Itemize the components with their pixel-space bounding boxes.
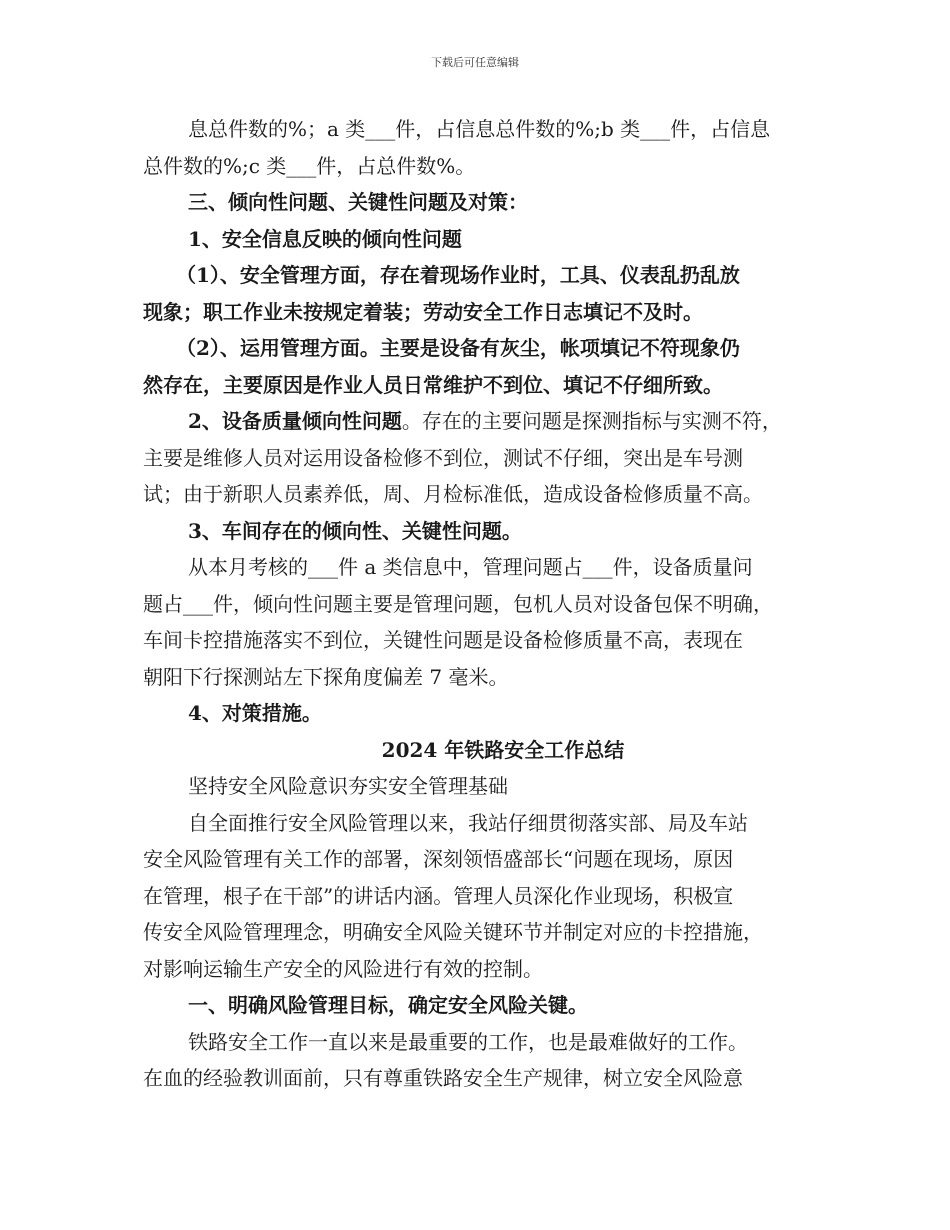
paragraph-line: 在血的经验教训面前，只有尊重铁路安全生产规律，树立安全风险意 bbox=[143, 1066, 743, 1090]
section-heading: 三、倾向性问题、关键性问题及对策： bbox=[188, 190, 528, 214]
list-item-line: 现象；职工作业未按规定着装；劳动安全工作日志填记不及时。 bbox=[143, 299, 703, 324]
paragraph-line bbox=[143, 403, 823, 440]
document-subtitle: 坚持安全风险意识夯实安全管理基础 bbox=[188, 774, 508, 798]
subsection-heading: 4、对策措施。 bbox=[188, 701, 322, 725]
paragraph-line: 朝阳下行探测站左下探角度偏差 7 毫米。 bbox=[143, 664, 509, 689]
paragraph-line: 车间卡控措施落实不到位，关键性问题是设备检修质量不高，表现在 bbox=[143, 628, 743, 652]
list-item-line: 然存在，主要原因是作业人员日常维护不到位、填记不仔细所致。 bbox=[143, 372, 723, 397]
paragraph-line: 对影响运输生产安全的风险进行有效的控制。 bbox=[143, 956, 543, 981]
inline-text: 。存在的主要问题是探测指标与实测不符， bbox=[401, 409, 782, 433]
paragraph-line: 自全面推行安全风险管理以来，我站仔细贯彻落实部、局及车站 bbox=[188, 810, 748, 835]
section-heading: 一、明确风险管理目标，确定安全风险关键。 bbox=[188, 993, 588, 1017]
paragraph-line: 在管理，根子在干部”的讲话内涵。管理人员深化作业现场，积极宣 bbox=[143, 883, 734, 908]
inline-heading: 2、设备质量倾向性问题 bbox=[188, 409, 402, 433]
paragraph-line: 安全风险管理有关工作的部署，深刻领悟盛部长“问题在现场，原因 bbox=[143, 847, 734, 871]
header-note: 下载后可任意编辑 bbox=[431, 56, 519, 69]
paragraph-line: 传安全风险管理理念，明确安全风险关键环节并制定对应的卡控措施， bbox=[143, 920, 763, 944]
list-item-line: （2）、运用管理方面。主要是设备有灰尘，帐项填记不符现象仍 bbox=[176, 336, 740, 360]
paragraph-line: 铁路安全工作一直以来是最重要的工作，也是最难做好的工作。 bbox=[188, 1029, 748, 1054]
paragraph-line: 主要是维修人员对运用设备检修不到位，测试不仔细，突出是车号测 bbox=[143, 445, 743, 470]
list-item-line: （1）、安全管理方面，存在着现场作业时，工具、仪表乱扔乱放 bbox=[176, 263, 740, 287]
paragraph-line: 息总件数的%；a 类___件，占信息总件数的%;b 类___件，占信息 bbox=[188, 117, 771, 141]
document-title: 2024 年铁路安全工作总结 bbox=[381, 737, 625, 762]
paragraph-line: 试；由于新职人员素养低，周、月检标准低，造成设备检修质量不高。 bbox=[143, 482, 763, 506]
paragraph-line: 题占___件，倾向性问题主要是管理问题，包机人员对设备包保不明确， bbox=[143, 591, 773, 616]
paragraph-line: 从本月考核的___件 a 类信息中，管理问题占___件，设备质量问 bbox=[188, 555, 753, 579]
paragraph-line: 总件数的%;c 类___件，占总件数%。 bbox=[143, 153, 476, 178]
subsection-heading: 1、安全信息反映的倾向性问题 bbox=[188, 226, 462, 251]
subsection-heading: 3、车间存在的倾向性、关键性问题。 bbox=[188, 518, 522, 543]
document-body bbox=[143, 111, 823, 1097]
